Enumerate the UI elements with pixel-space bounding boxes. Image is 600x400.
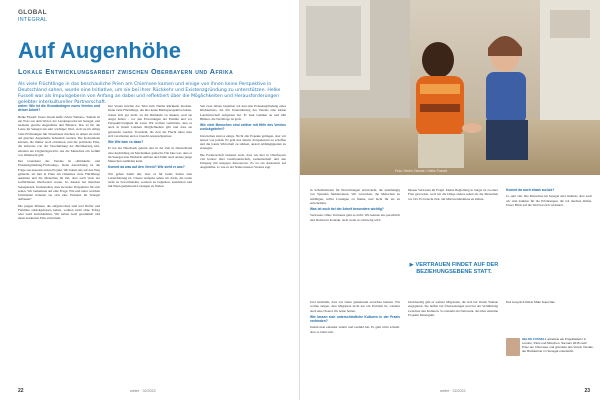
right-column-1-lower	[310, 300, 400, 380]
photo-illustration	[300, 0, 600, 175]
body-paragraph: Und bestimmt, dass wir vieles gemeinsam erreichen können. Wir wollen zeigen, dass Migration nicht nur ein Problem ist, sondern auch eine Chance für beide Seiten.	[310, 300, 400, 313]
section-kicker	[18, 9, 47, 23]
interview-question: Kommt da auch etwas zurück?	[506, 188, 555, 192]
body-paragraph: Die jungen Männer, die aufgebrochen sind und Dörfer und Familien zurückgelassen haben, wollten nicht ohne Erfolg oder Geld zurückkehren. Wir haben Geld gesammelt und einen konkreten Plan entwickelt.	[18, 203, 100, 221]
body-paragraph: Vertrauen. Ohne Vertrauen geht es nicht. Wir kennen uns persönlich und bleiben in Kontakt, auch wenn es schwierig wird.	[310, 213, 400, 222]
article-headline: Auf Augenhöhe	[18, 38, 181, 63]
right-column-2-lower	[408, 300, 498, 380]
interview-question: welee: Wie ist die Grundanliegen eures Vereins und deiner Arbeit?	[18, 104, 100, 113]
body-paragraph: Indem man einander zuhört und Geduld hat. Es geht nicht schnell, aber es lohnt sich.	[310, 325, 400, 334]
body-paragraph: Die Partnerschaft bedeutet auch, dass wir hier in Oberbayern viel lernen: über Gastfreundschaft, Gemeinschaft und den Umgang mit knappen Ressourcen. Es ist ein Austausch auf Augenhöhe, so wie es der Name unseres Vereins sagt.	[200, 152, 286, 170]
left-column-2	[108, 104, 192, 384]
article-subhead: Lokale Entwicklungsarbeit zwischen Oberbayern und Afrika	[18, 67, 234, 76]
body-paragraph: Das Gespräch führte Mike Kauschke.	[506, 300, 556, 304]
body-paragraph: Inzwischen sind es einige. Nicht alle Projekte gelingen, aber wir lernen von jedem. Es geht uns darum, Perspektiven zu schaffen und die lokale Wirtschaft zu stärken, anstatt Abhängigkeiten zu erzeugen.	[200, 133, 286, 151]
section-label: GLOBAL	[18, 9, 47, 16]
left-column-3	[200, 104, 286, 384]
body-paragraph: Gleichzeitig gibt es weitere Migranten, die sich bei Verein Yamale engagieren. Sie helfen bei Übersetzungen und bei der Vermittlung zwischen den Kulturen. So entsteht ein Netzwerk, das über einzelne Projekte hinausgeht.	[408, 300, 498, 317]
author-bio-text: arbeitete als Projektleiterin in London, Paris und München. Sie kam 2015 nach Prien am Chiemsee und gründete den Verein Yamale, der Rückkehrer im Senegal unterstützt.	[522, 337, 594, 353]
body-paragraph: Der Verein möchte das Tabu zum Thema Rückkehr brechen. Denn viele Flüchtlinge, die hier keine Bleibeperspektive haben, trauen sich gar nicht, an die Rückkehr zu denken, weil sie Angst haben – vor den Erwartungen der Familie und vor Perspektivlosigkeit im Land. Wir wollten vermitteln, dass es auch in ihrem Ländern Möglichkeiten gibt und dass sie gebraucht werden. Trotzdem, die Zeit der Flucht muss man sich verarbeiten und es braucht Ansprechpartner.	[108, 104, 192, 138]
left-column-1	[18, 104, 100, 384]
body-paragraph: Er hat ein Handwerk gelernt und in der Zeit in Deutschland eine Ausbildung als Mechaniker gemacht. Die Idee war, dass er im Senegal eine Werkstatt aufbaut und damit auch andere junge Menschen ausbilden kann.	[108, 146, 192, 163]
interview-question: Was ist euch bei der Arbeit besonders wichtig?	[310, 207, 384, 211]
section-sublabel: INTEGRAL	[18, 17, 48, 23]
author-avatar	[506, 338, 520, 356]
footer-left: welee · 02/2022	[130, 389, 156, 393]
body-paragraph: Ja, sehr viel. Die Menschen im Senegal sind dankbar, aber auch wir sind dankbar für die Erfahrungen, die wir machen dürfen. Unser Blick auf die Welt hat sich verändert.	[506, 194, 592, 207]
page-number-left: 22	[18, 388, 24, 394]
pull-quote-text: VERTRAUEN FINDET AUF DER BEZIEHUNGSEBENE STATT.	[415, 262, 499, 276]
right-page	[300, 0, 600, 400]
body-paragraph: Seit zwei Jahren begleiten wir nun eine Existenzgründung eines Rückkehrers, der mit Unterstützung des Vereins eine kleine Landwirtschaft aufgebaut hat. Er baut Gemüse an und hält Hühner, die Nachfrage ist groß.	[200, 104, 286, 121]
author-name: HELKE FUSSELL	[522, 337, 547, 341]
article-intro: Als viele Flüchtlinge in das beschauliche Prien am Chiemsee kamen und einige von ihnen keine Perspektive in Deutschland sahen, wurde eine Initiative, um sie bei ihrer Rückkehr und Existenzgründung zu unterstützen. Helke Fussell war als Impulsgeberin von Anfang an dabei und reflektiert über die Möglichkeiten und Herausforderungen gelebter interkultureller Partnerschaft.	[18, 82, 281, 105]
interview-question: Wie viele Menschen sind seither mit Hilfe des Vereins zurückgekehrt?	[200, 123, 286, 132]
body-paragraph: Diesen Vertrauen im Fragil. Meine Begleitung in Salgar ist zu einer Frau geworden, weil wir die Dinge anders sehen als die Menschen vor Ort. Es braucht Zeit, um Missverständnisse zu klären.	[408, 188, 498, 201]
pull-quote	[408, 262, 500, 277]
interview-question: Kommt da was auf den Verein? Wie sieht er aus?	[108, 165, 185, 170]
footer-right: welee · 02/2022	[440, 389, 466, 393]
body-paragraph: in Schulbehörden für Einrichtungen entwickeln, die unabhängig von Spenden funktionieren. Wir versuchen, die Menschen zu befähigen, selbst Lösungen zu finden, und nicht für sie zu entscheiden.	[310, 188, 400, 205]
triangle-right-icon: ▶	[409, 262, 414, 268]
body-paragraph: Wir gehen damit um, dass es für beide Seiten eine Lernerfahrung ist. Unsere Aufgabe sehen wir darin, die Leute nicht zu bevormunden, sondern zu begleiten, zuzuhören und mit ihnen gemeinsam Lösungen zu finden.	[108, 171, 192, 189]
body-paragraph: Helke Fussell: Unser Verein heißt »Virus Yamale«. Yamale ist ein Wort aus dem Wolof, der Landessprache im Senegal, und bedeutet gleiche Augenhöhe und Balance. Das ist für die Leute im Senegal ein sehr wichtiger Wert, weil sie im Alltag viele Erfahrungen mit Situationen machen, in denen sie nicht auf gleicher Augenhöhe behandelt werden. Die Kolonialzeit können, die immer noch existieren, und die politische Elite, die teilweise von der Verschuldung der Bevölkerung lebt, erhalten ein Ungleichgewicht, das die Menschen ein Gefühl von Ohnmacht gibt.	[18, 114, 100, 157]
interview-question: Wie lassen sich unterschiedliche Kulturen in der Praxis verbinden?	[310, 314, 400, 323]
page-number-right: 23	[584, 388, 590, 394]
author-bio	[522, 338, 594, 354]
photo-caption: Foto: Verein Yamale / Helke Fussell	[395, 169, 448, 173]
article-photo	[300, 0, 600, 175]
interview-question: Wie Wie kam es dazu?	[108, 140, 144, 144]
body-paragraph: Der Grundsatz des Vereins ist »Rückkehr- und Existenzgründung-Förderung«. Denn Ausrichtung ist die Folge aus unserem ersten Projekt. Wir haben uns auf den Weg gemacht, als hier in Prien am Chiemsee viele Flüchtlinge ankamen und die Menschen im Ort, aber auch viele der Geflüchteten überfordert waren. So dauerte bei manchen Senegalesen, festzustellen, dass sie keine Perspektive für sich sehen. Wir bemerkten auf eine Frage: Wie und unter welchen Umständen könnten sie sich eine Existenz im Senegal aufbauen?	[18, 159, 100, 202]
